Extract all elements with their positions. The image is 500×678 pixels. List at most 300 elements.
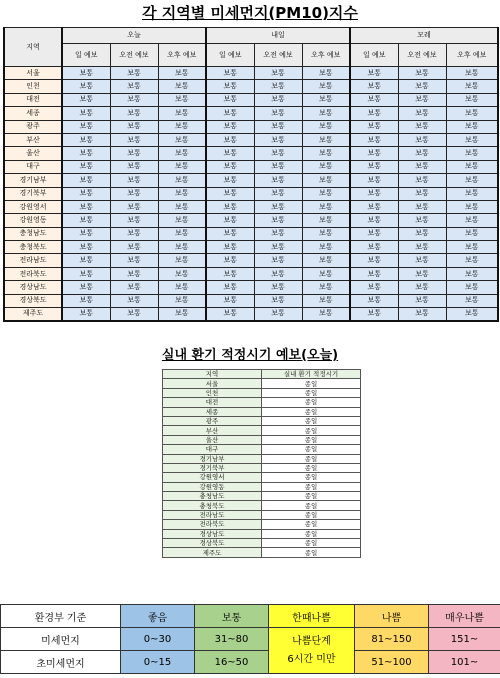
forecast-cell: 보통 xyxy=(158,160,206,173)
forecast-cell: 보통 xyxy=(350,107,398,120)
forecast-cell: 보통 xyxy=(254,174,302,187)
table-row xyxy=(4,80,498,93)
region-cell: 충청남도 xyxy=(4,227,62,240)
pm10-good-range: 0~30 xyxy=(121,628,195,651)
period-header: 오후 예보 xyxy=(446,44,498,67)
indoor-time-cell: 종일 xyxy=(262,482,361,491)
forecast-cell: 보통 xyxy=(62,294,110,307)
forecast-cell: 보통 xyxy=(446,120,498,133)
indoor-time-cell: 종일 xyxy=(262,501,361,510)
forecast-cell: 보통 xyxy=(350,294,398,307)
day-header-after-tomorrow: 모레 xyxy=(350,28,498,44)
forecast-cell: 보통 xyxy=(158,227,206,240)
forecast-cell: 보통 xyxy=(302,187,350,200)
forecast-cell: 보통 xyxy=(254,254,302,267)
forecast-cell: 보통 xyxy=(254,281,302,294)
pm25-good-range: 0~15 xyxy=(121,651,195,674)
table-row xyxy=(163,416,361,425)
table-row xyxy=(4,267,498,280)
forecast-cell: 보통 xyxy=(398,294,446,307)
region-cell: 충청북도 xyxy=(4,241,62,254)
forecast-cell: 보통 xyxy=(398,120,446,133)
forecast-cell: 보통 xyxy=(350,133,398,146)
region-cell: 부산 xyxy=(4,133,62,146)
indoor-region-cell: 경기북부 xyxy=(163,463,262,472)
forecast-cell: 보통 xyxy=(398,133,446,146)
forecast-cell: 보통 xyxy=(206,187,254,200)
level-very-bad: 매우나쁨 xyxy=(429,605,500,628)
forecast-cell: 보통 xyxy=(302,120,350,133)
forecast-cell: 보통 xyxy=(62,147,110,160)
forecast-cell: 보통 xyxy=(398,174,446,187)
forecast-cell: 보통 xyxy=(446,267,498,280)
table-row xyxy=(4,120,498,133)
forecast-cell: 보통 xyxy=(158,214,206,227)
forecast-cell: 보통 xyxy=(302,254,350,267)
indoor-time-cell: 종일 xyxy=(262,426,361,435)
forecast-cell: 보통 xyxy=(62,200,110,213)
bad-once-line2: 6시간 미만 xyxy=(287,653,336,665)
forecast-cell: 보통 xyxy=(446,308,498,321)
period-header: 오전 예보 xyxy=(398,44,446,67)
forecast-cell: 보통 xyxy=(302,267,350,280)
forecast-cell: 보통 xyxy=(62,160,110,173)
indoor-time-cell: 종일 xyxy=(262,407,361,416)
region-cell: 대전 xyxy=(4,93,62,106)
forecast-cell: 보통 xyxy=(398,308,446,321)
indoor-time-cell: 종일 xyxy=(262,463,361,472)
forecast-cell: 보통 xyxy=(206,281,254,294)
indoor-region-cell: 전라남도 xyxy=(163,510,262,519)
forecast-cell: 보통 xyxy=(110,254,158,267)
forecast-cell: 보통 xyxy=(302,200,350,213)
day-header-tomorrow: 내일 xyxy=(206,28,350,44)
period-header: 일 예보 xyxy=(62,44,110,67)
region-cell: 인천 xyxy=(4,80,62,93)
forecast-cell: 보통 xyxy=(350,267,398,280)
forecast-cell: 보통 xyxy=(254,160,302,173)
forecast-cell: 보통 xyxy=(446,214,498,227)
table-row xyxy=(163,435,361,444)
forecast-cell: 보통 xyxy=(446,93,498,106)
forecast-cell: 보통 xyxy=(350,214,398,227)
forecast-cell: 보통 xyxy=(158,133,206,146)
forecast-cell: 보통 xyxy=(158,281,206,294)
forecast-cell: 보통 xyxy=(302,281,350,294)
indoor-region-cell: 충청남도 xyxy=(163,492,262,501)
indoor-region-cell: 대전 xyxy=(163,398,262,407)
forecast-cell: 보통 xyxy=(110,133,158,146)
forecast-cell: 보통 xyxy=(350,67,398,80)
region-cell: 전라남도 xyxy=(4,254,62,267)
indoor-time-cell: 종일 xyxy=(262,416,361,425)
forecast-cell: 보통 xyxy=(302,214,350,227)
forecast-cell: 보통 xyxy=(446,227,498,240)
forecast-cell: 보통 xyxy=(302,308,350,321)
indoor-region-cell: 경상남도 xyxy=(163,529,262,538)
pm25-very-bad-range: 101~ xyxy=(429,651,500,674)
forecast-cell: 보통 xyxy=(302,107,350,120)
region-cell: 제주도 xyxy=(4,308,62,321)
forecast-cell: 보통 xyxy=(110,227,158,240)
forecast-cell: 보통 xyxy=(158,67,206,80)
forecast-cell: 보통 xyxy=(350,80,398,93)
forecast-cell: 보통 xyxy=(446,107,498,120)
table-row xyxy=(163,398,361,407)
forecast-cell: 보통 xyxy=(62,120,110,133)
forecast-cell: 보통 xyxy=(446,133,498,146)
indoor-region-cell: 강원영동 xyxy=(163,482,262,491)
forecast-cell: 보통 xyxy=(62,80,110,93)
forecast-cell: 보통 xyxy=(62,214,110,227)
region-cell: 경상남도 xyxy=(4,281,62,294)
forecast-cell: 보통 xyxy=(62,93,110,106)
forecast-cell: 보통 xyxy=(350,147,398,160)
indoor-region-cell: 인천 xyxy=(163,388,262,397)
forecast-cell: 보통 xyxy=(158,80,206,93)
region-cell: 울산 xyxy=(4,147,62,160)
forecast-cell: 보통 xyxy=(110,241,158,254)
forecast-cell: 보통 xyxy=(62,187,110,200)
period-header: 오전 예보 xyxy=(110,44,158,67)
forecast-cell: 보통 xyxy=(62,133,110,146)
indoor-region-cell: 세종 xyxy=(163,407,262,416)
table-row xyxy=(163,492,361,501)
indoor-time-header: 실내 환기 적정시기 xyxy=(262,370,361,379)
forecast-cell: 보통 xyxy=(158,294,206,307)
indoor-region-cell: 제주도 xyxy=(163,548,262,557)
forecast-cell: 보통 xyxy=(350,93,398,106)
table-row xyxy=(4,187,498,200)
forecast-cell: 보통 xyxy=(350,187,398,200)
indoor-region-cell: 경상북도 xyxy=(163,539,262,548)
forecast-cell: 보통 xyxy=(206,107,254,120)
forecast-cell: 보통 xyxy=(158,241,206,254)
forecast-cell: 보통 xyxy=(446,174,498,187)
period-header: 일 예보 xyxy=(350,44,398,67)
forecast-cell: 보통 xyxy=(398,187,446,200)
forecast-cell: 보통 xyxy=(158,93,206,106)
table-row xyxy=(163,529,361,538)
indoor-region-cell: 대구 xyxy=(163,445,262,454)
forecast-cell: 보통 xyxy=(254,227,302,240)
indoor-region-cell: 광주 xyxy=(163,416,262,425)
table-row xyxy=(163,388,361,397)
main-title: 각 지역별 미세먼지(PM10)지수 xyxy=(142,4,358,22)
forecast-cell: 보통 xyxy=(254,147,302,160)
indoor-region-header: 지역 xyxy=(163,370,262,379)
forecast-cell: 보통 xyxy=(350,241,398,254)
forecast-cell: 보통 xyxy=(62,254,110,267)
table-row xyxy=(4,241,498,254)
forecast-cell: 보통 xyxy=(302,241,350,254)
forecast-cell: 보통 xyxy=(254,80,302,93)
forecast-cell: 보통 xyxy=(62,227,110,240)
table-row xyxy=(4,174,498,187)
forecast-cell: 보통 xyxy=(206,294,254,307)
forecast-cell: 보통 xyxy=(158,308,206,321)
forecast-cell: 보통 xyxy=(446,281,498,294)
forecast-cell: 보통 xyxy=(254,241,302,254)
forecast-cell: 보통 xyxy=(398,254,446,267)
forecast-cell: 보통 xyxy=(254,120,302,133)
table-row xyxy=(163,539,361,548)
forecast-cell: 보통 xyxy=(350,200,398,213)
pm25-label: 초미세먼지 xyxy=(1,651,121,674)
forecast-cell: 보통 xyxy=(206,120,254,133)
forecast-cell: 보통 xyxy=(254,67,302,80)
forecast-cell: 보통 xyxy=(350,174,398,187)
forecast-cell: 보통 xyxy=(398,93,446,106)
forecast-cell: 보통 xyxy=(254,294,302,307)
pm10-label: 미세먼지 xyxy=(1,628,121,651)
forecast-cell: 보통 xyxy=(446,80,498,93)
standards-header-label: 환경부 기준 xyxy=(1,605,121,628)
forecast-cell: 보통 xyxy=(158,187,206,200)
forecast-cell: 보통 xyxy=(110,174,158,187)
region-cell: 서울 xyxy=(4,67,62,80)
forecast-cell: 보통 xyxy=(446,147,498,160)
forecast-cell: 보통 xyxy=(302,133,350,146)
table-row xyxy=(163,379,361,388)
table-row xyxy=(4,254,498,267)
level-bad: 나쁨 xyxy=(355,605,429,628)
forecast-cell: 보통 xyxy=(302,227,350,240)
forecast-cell: 보통 xyxy=(254,200,302,213)
period-header: 일 예보 xyxy=(206,44,254,67)
forecast-cell: 보통 xyxy=(206,214,254,227)
forecast-cell: 보통 xyxy=(206,308,254,321)
pm10-forecast-table xyxy=(3,27,499,322)
table-row xyxy=(163,520,361,529)
forecast-cell: 보통 xyxy=(398,107,446,120)
region-cell: 경기남부 xyxy=(4,174,62,187)
forecast-cell: 보통 xyxy=(350,227,398,240)
table-row xyxy=(163,510,361,519)
region-header: 지역 xyxy=(4,28,62,67)
forecast-cell: 보통 xyxy=(446,160,498,173)
region-cell: 강원영동 xyxy=(4,214,62,227)
region-cell: 전라북도 xyxy=(4,267,62,280)
table-row xyxy=(4,133,498,146)
indoor-time-cell: 종일 xyxy=(262,435,361,444)
forecast-cell: 보통 xyxy=(446,187,498,200)
forecast-cell: 보통 xyxy=(158,174,206,187)
forecast-cell: 보통 xyxy=(350,160,398,173)
forecast-cell: 보통 xyxy=(206,133,254,146)
pm10-normal-range: 31~80 xyxy=(195,628,269,651)
table-row xyxy=(4,160,498,173)
forecast-cell: 보통 xyxy=(206,147,254,160)
indoor-time-cell: 종일 xyxy=(262,388,361,397)
table-row xyxy=(4,93,498,106)
table-row xyxy=(4,67,498,80)
forecast-cell: 보통 xyxy=(302,147,350,160)
forecast-cell: 보통 xyxy=(254,308,302,321)
forecast-cell: 보통 xyxy=(62,267,110,280)
forecast-cell: 보통 xyxy=(206,227,254,240)
forecast-cell: 보통 xyxy=(398,160,446,173)
forecast-cell: 보통 xyxy=(398,214,446,227)
pm10-very-bad-range: 151~ xyxy=(429,628,500,651)
forecast-cell: 보통 xyxy=(446,200,498,213)
forecast-cell: 보통 xyxy=(110,294,158,307)
indoor-region-cell: 경기남부 xyxy=(163,454,262,463)
forecast-cell: 보통 xyxy=(158,267,206,280)
forecast-cell: 보통 xyxy=(110,67,158,80)
period-header: 오후 예보 xyxy=(302,44,350,67)
forecast-cell: 보통 xyxy=(350,308,398,321)
forecast-cell: 보통 xyxy=(110,200,158,213)
forecast-cell: 보통 xyxy=(206,200,254,213)
indoor-region-cell: 강원영서 xyxy=(163,473,262,482)
forecast-cell: 보통 xyxy=(350,254,398,267)
forecast-cell: 보통 xyxy=(302,160,350,173)
table-row xyxy=(4,308,498,321)
forecast-cell: 보통 xyxy=(350,120,398,133)
period-header: 오후 예보 xyxy=(158,44,206,67)
table-row xyxy=(163,473,361,482)
forecast-cell: 보통 xyxy=(62,174,110,187)
forecast-cell: 보통 xyxy=(302,80,350,93)
forecast-cell: 보통 xyxy=(62,67,110,80)
forecast-cell: 보통 xyxy=(206,267,254,280)
indoor-region-cell: 전라북도 xyxy=(163,520,262,529)
indoor-time-cell: 종일 xyxy=(262,379,361,388)
forecast-cell: 보통 xyxy=(158,107,206,120)
indoor-time-cell: 종일 xyxy=(262,548,361,557)
bad-once-line1: 나쁨단계 xyxy=(292,635,331,647)
day-header-today: 오늘 xyxy=(62,28,206,44)
indoor-region-cell: 충청북도 xyxy=(163,501,262,510)
table-row xyxy=(163,463,361,472)
forecast-cell: 보통 xyxy=(158,120,206,133)
forecast-cell: 보통 xyxy=(398,80,446,93)
indoor-time-cell: 종일 xyxy=(262,529,361,538)
forecast-cell: 보통 xyxy=(302,174,350,187)
forecast-cell: 보통 xyxy=(62,281,110,294)
indoor-time-cell: 종일 xyxy=(262,473,361,482)
level-normal: 보통 xyxy=(195,605,269,628)
forecast-cell: 보통 xyxy=(62,107,110,120)
table-row xyxy=(163,548,361,557)
forecast-cell: 보통 xyxy=(254,133,302,146)
region-cell: 세종 xyxy=(4,107,62,120)
forecast-cell: 보통 xyxy=(398,267,446,280)
forecast-cell: 보통 xyxy=(206,67,254,80)
level-bad-once: 한때나쁨 xyxy=(269,605,355,628)
pm10-bad-range: 81~150 xyxy=(355,628,429,651)
region-cell: 경기북부 xyxy=(4,187,62,200)
forecast-cell: 보통 xyxy=(158,200,206,213)
forecast-cell: 보통 xyxy=(206,160,254,173)
forecast-cell: 보통 xyxy=(158,147,206,160)
region-cell: 광주 xyxy=(4,120,62,133)
forecast-cell: 보통 xyxy=(398,147,446,160)
table-row xyxy=(163,482,361,491)
indoor-region-cell: 울산 xyxy=(163,435,262,444)
forecast-cell: 보통 xyxy=(398,241,446,254)
forecast-cell: 보통 xyxy=(206,93,254,106)
forecast-cell: 보통 xyxy=(110,160,158,173)
table-row xyxy=(163,454,361,463)
forecast-cell: 보통 xyxy=(254,93,302,106)
forecast-cell: 보통 xyxy=(350,281,398,294)
forecast-cell: 보통 xyxy=(206,80,254,93)
indoor-region-cell: 부산 xyxy=(163,426,262,435)
region-cell: 강원영서 xyxy=(4,200,62,213)
forecast-cell: 보통 xyxy=(110,281,158,294)
standards-table xyxy=(0,604,500,674)
table-row xyxy=(4,294,498,307)
forecast-cell: 보통 xyxy=(110,187,158,200)
table-row xyxy=(163,445,361,454)
indoor-time-cell: 종일 xyxy=(262,492,361,501)
forecast-cell: 보통 xyxy=(446,67,498,80)
forecast-cell: 보통 xyxy=(110,107,158,120)
indoor-time-cell: 종일 xyxy=(262,454,361,463)
table-row xyxy=(4,281,498,294)
forecast-cell: 보통 xyxy=(110,80,158,93)
forecast-cell: 보통 xyxy=(110,308,158,321)
forecast-cell: 보통 xyxy=(398,281,446,294)
table-row xyxy=(4,107,498,120)
table-row xyxy=(163,426,361,435)
indoor-time-cell: 종일 xyxy=(262,510,361,519)
table-row xyxy=(163,501,361,510)
forecast-cell: 보통 xyxy=(302,294,350,307)
indoor-time-cell: 종일 xyxy=(262,445,361,454)
forecast-cell: 보통 xyxy=(206,241,254,254)
forecast-cell: 보통 xyxy=(206,254,254,267)
table-row xyxy=(4,147,498,160)
table-row xyxy=(163,407,361,416)
indoor-region-cell: 서울 xyxy=(163,379,262,388)
pm25-bad-range: 51~100 xyxy=(355,651,429,674)
table-row xyxy=(4,227,498,240)
forecast-cell: 보통 xyxy=(302,93,350,106)
forecast-cell: 보통 xyxy=(110,147,158,160)
forecast-cell: 보통 xyxy=(446,254,498,267)
period-header: 오전 예보 xyxy=(254,44,302,67)
pm25-normal-range: 16~50 xyxy=(195,651,269,674)
forecast-cell: 보통 xyxy=(446,294,498,307)
forecast-cell: 보통 xyxy=(206,174,254,187)
forecast-cell: 보통 xyxy=(110,120,158,133)
bad-once-description xyxy=(269,628,355,674)
forecast-cell: 보통 xyxy=(398,227,446,240)
forecast-cell: 보통 xyxy=(254,267,302,280)
forecast-cell: 보통 xyxy=(110,267,158,280)
forecast-cell: 보통 xyxy=(62,308,110,321)
level-good: 좋음 xyxy=(121,605,195,628)
region-cell: 대구 xyxy=(4,160,62,173)
forecast-cell: 보통 xyxy=(254,187,302,200)
forecast-cell: 보통 xyxy=(62,241,110,254)
forecast-cell: 보통 xyxy=(302,67,350,80)
forecast-cell: 보통 xyxy=(446,241,498,254)
region-cell: 경상북도 xyxy=(4,294,62,307)
forecast-cell: 보통 xyxy=(398,67,446,80)
table-row xyxy=(4,200,498,213)
forecast-cell: 보통 xyxy=(158,254,206,267)
indoor-time-cell: 종일 xyxy=(262,398,361,407)
forecast-cell: 보통 xyxy=(110,93,158,106)
indoor-time-cell: 종일 xyxy=(262,539,361,548)
forecast-cell: 보통 xyxy=(398,200,446,213)
forecast-cell: 보통 xyxy=(254,107,302,120)
forecast-cell: 보통 xyxy=(254,214,302,227)
